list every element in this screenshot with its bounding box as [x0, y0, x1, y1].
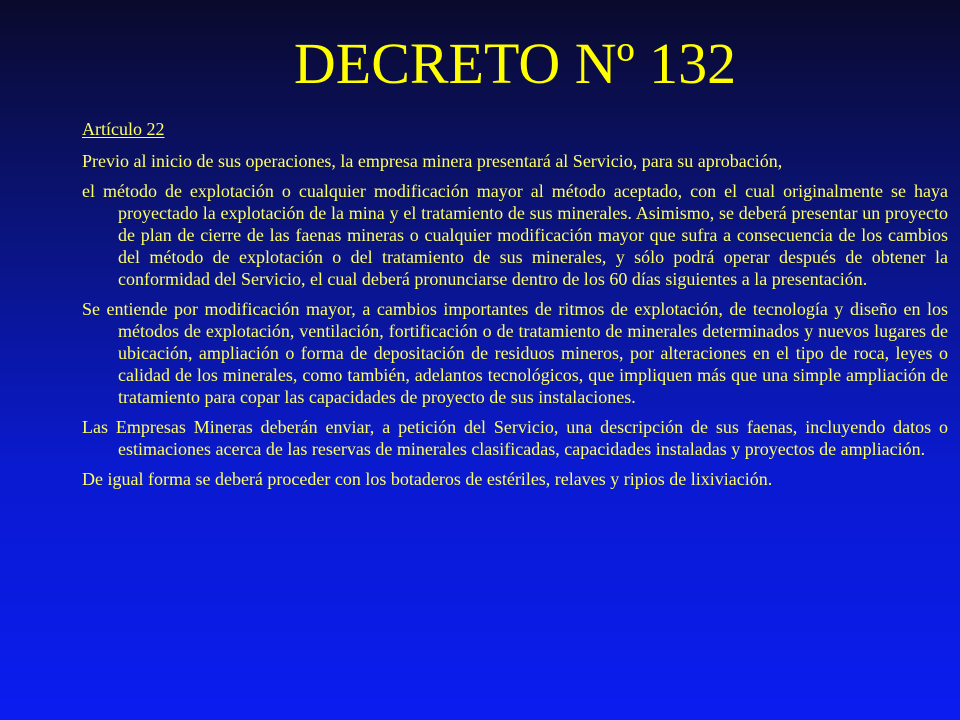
paragraph-tailings: De igual forma se deberá proceder con los botaderos de estériles, relaves y ripios de lixiviación.: [82, 469, 773, 489]
paragraph-companies: Las Empresas Mineras deberán enviar, a petición del Servicio, una descripción de sus faenas, incluyendo datos o estimaciones acerca de las reservas de minerales clasificadas, capacidades instaladas y proyectos de ampliación.: [82, 417, 948, 459]
article-heading: Artículo 22: [82, 119, 165, 139]
paragraph-intro: Previo al inicio de sus operaciones, la empresa minera presentará al Servicio, para su aprobación,: [82, 151, 783, 171]
slide-body: [82, 118, 948, 498]
paragraph-major-modification: Se entiende por modificación mayor, a cambios importantes de ritmos de explotación, de tecnología y diseño en los métodos de explotación, ventilación, fortificación o de tratamiento de minerales determinados y nuevos lugares de ubicación, ampliación o forma de depositación de residuos mineros, por alteraciones en el tipo de roca, leyes o calidad de los minerales, como también, adelantos tecnológicos, que impliquen más que una simple ampliación de tratamiento para copar las capacidades de proyecto de sus instalaciones.: [82, 299, 948, 407]
paragraph-method: el método de explotación o cualquier modificación mayor al método aceptado, con el cual originalmente se haya proyectado la explotación de la mina y el tratamiento de sus minerales. Asimismo, se deberá presentar un proyecto de plan de cierre de las faenas mineras o cualquier modificación mayor que sufra a consecuencia de los cambios del método de explotación o del tratamiento de sus minerales, y sólo podrá operar después de obtener la conformidad del Servicio, el cual deberá pronunciarse dentro de los 60 días siguientes a la presentación.: [82, 181, 948, 289]
slide-title: DECRETO Nº 132: [293, 31, 737, 96]
